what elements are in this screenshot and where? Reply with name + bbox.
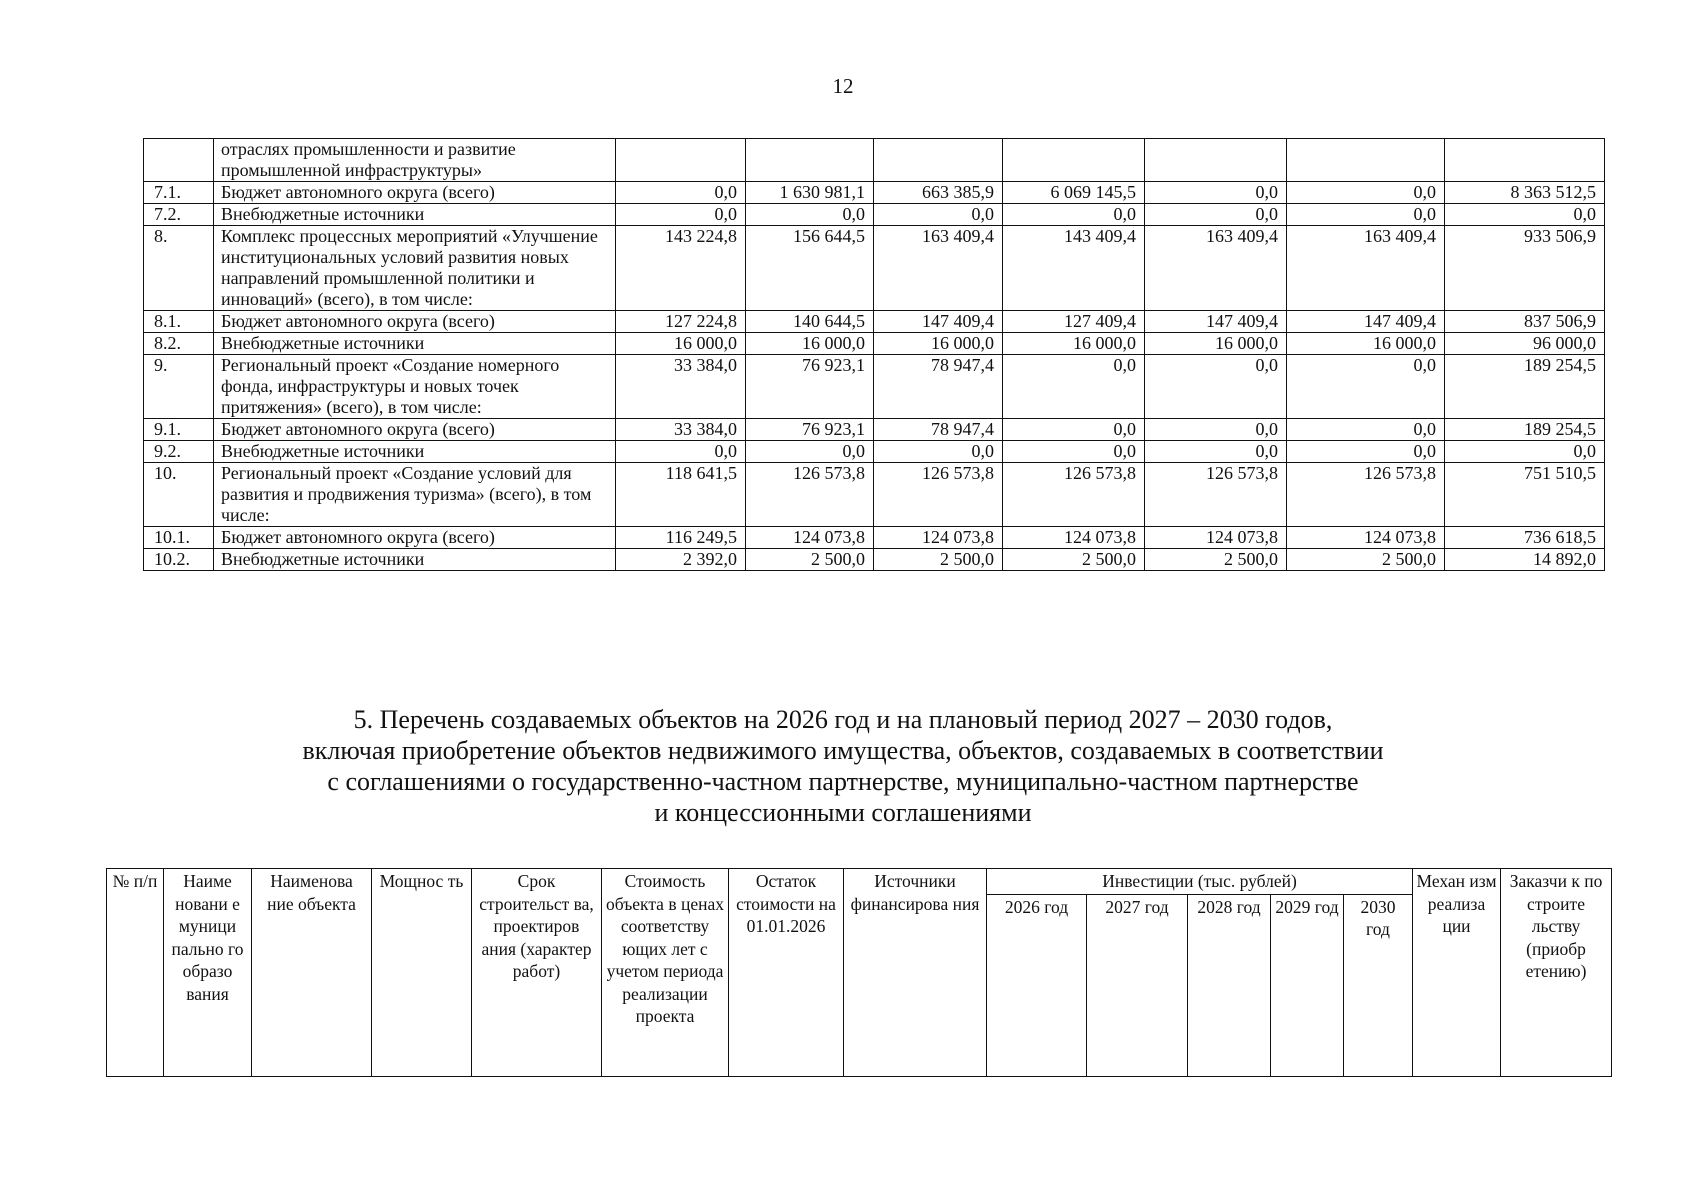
- row-code: 9.2.: [144, 441, 214, 463]
- financing-table-body: [144, 139, 1605, 571]
- row-value: 126 573,8: [1145, 463, 1287, 527]
- row-description: Комплекс процессных мероприятий «Улучшение институциональных условий развития новых направлений промышленной политики и инноваций» (всего), в том числе:: [214, 226, 616, 311]
- table-row: [144, 527, 1605, 549]
- row-value: 163 409,4: [874, 226, 1003, 311]
- row-description: Бюджет автономного округа (всего): [214, 311, 616, 333]
- row-value: 663 385,9: [874, 182, 1003, 204]
- row-code: [144, 139, 214, 182]
- row-value: 124 073,8: [874, 527, 1003, 549]
- header-year: 2026 год: [987, 894, 1087, 1077]
- row-value: 0,0: [1003, 204, 1145, 226]
- row-value: 189 254,5: [1445, 419, 1605, 441]
- row-code: 7.1.: [144, 182, 214, 204]
- row-description: Региональный проект «Создание номерного фонда, инфраструктуры и новых точек притяжения» (всего), в том числе:: [214, 355, 616, 419]
- row-value: 837 506,9: [1445, 311, 1605, 333]
- row-value: 0,0: [1445, 204, 1605, 226]
- header-object-name: Наименова ние объекта: [252, 869, 372, 1077]
- table-row: [144, 139, 1605, 182]
- objects-table: [106, 868, 1612, 1077]
- heading-line: и концессионными соглашениями: [654, 798, 1032, 827]
- row-value: 16 000,0: [874, 333, 1003, 355]
- header-cost: Стоимость объекта в ценах соответству ющих лет с учетом периода реализации проекта: [602, 869, 729, 1077]
- table-row: [144, 441, 1605, 463]
- row-value: 16 000,0: [746, 333, 874, 355]
- header-year: 2028 год: [1188, 894, 1271, 1077]
- row-value: 116 249,5: [616, 527, 746, 549]
- row-value: 0,0: [1145, 355, 1287, 419]
- header-capacity: Мощнос ть: [372, 869, 472, 1077]
- row-value: 163 409,4: [1145, 226, 1287, 311]
- row-value: 0,0: [1003, 441, 1145, 463]
- row-code: 8.: [144, 226, 214, 311]
- row-value: 124 073,8: [1145, 527, 1287, 549]
- row-value: 0,0: [746, 204, 874, 226]
- row-value: 0,0: [1145, 204, 1287, 226]
- row-value: 2 500,0: [1145, 549, 1287, 571]
- row-description: Внебюджетные источники: [214, 204, 616, 226]
- row-value: 0,0: [616, 182, 746, 204]
- row-description: Внебюджетные источники: [214, 549, 616, 571]
- row-description: Бюджет автономного округа (всего): [214, 527, 616, 549]
- header-year: 2030 год: [1344, 894, 1413, 1077]
- row-value: 0,0: [1287, 204, 1445, 226]
- row-value: 76 923,1: [746, 355, 874, 419]
- row-value: 78 947,4: [874, 355, 1003, 419]
- row-value: 124 073,8: [1287, 527, 1445, 549]
- row-value: 0,0: [874, 441, 1003, 463]
- header-remaining: Остаток стоимости на 01.01.2026: [729, 869, 844, 1077]
- page-number: 12: [832, 74, 854, 98]
- row-code: 8.2.: [144, 333, 214, 355]
- row-value: 2 392,0: [616, 549, 746, 571]
- row-value: 33 384,0: [616, 355, 746, 419]
- row-value: 0,0: [1145, 182, 1287, 204]
- header-year: 2027 год: [1087, 894, 1188, 1077]
- row-value: 16 000,0: [616, 333, 746, 355]
- row-value: 2 500,0: [1287, 549, 1445, 571]
- row-value: 140 644,5: [746, 311, 874, 333]
- row-value: 2 500,0: [874, 549, 1003, 571]
- row-value: 124 073,8: [746, 527, 874, 549]
- row-value: 76 923,1: [746, 419, 874, 441]
- row-description: Бюджет автономного округа (всего): [214, 419, 616, 441]
- row-value: 14 892,0: [1445, 549, 1605, 571]
- row-value: [1003, 139, 1145, 182]
- row-value: 2 500,0: [746, 549, 874, 571]
- row-value: 126 573,8: [1003, 463, 1145, 527]
- row-value: 0,0: [1145, 441, 1287, 463]
- row-value: 0,0: [1003, 355, 1145, 419]
- row-value: 163 409,4: [1287, 226, 1445, 311]
- row-value: 127 224,8: [616, 311, 746, 333]
- row-value: 78 947,4: [874, 419, 1003, 441]
- row-value: 0,0: [746, 441, 874, 463]
- row-value: 6 069 145,5: [1003, 182, 1145, 204]
- header-municipality: Наиме новани е муници пально го образо вания: [164, 869, 252, 1077]
- row-code: 7.2.: [144, 204, 214, 226]
- row-description: Внебюджетные источники: [214, 333, 616, 355]
- row-value: [1445, 139, 1605, 182]
- row-description: Внебюджетные источники: [214, 441, 616, 463]
- financing-table: [143, 138, 1605, 571]
- row-value: 96 000,0: [1445, 333, 1605, 355]
- row-value: 156 644,5: [746, 226, 874, 311]
- row-value: [1287, 139, 1445, 182]
- row-value: [874, 139, 1003, 182]
- row-description: Региональный проект «Создание условий для развития и продвижения туризма» (всего), в том числе:: [214, 463, 616, 527]
- row-value: 0,0: [1287, 419, 1445, 441]
- row-value: 124 073,8: [1003, 527, 1145, 549]
- heading-line: включая приобретение объектов недвижимого имущества, объектов, создаваемых в соответствии: [302, 736, 1384, 765]
- row-value: 127 409,4: [1003, 311, 1145, 333]
- row-value: 0,0: [1287, 182, 1445, 204]
- row-value: 0,0: [1287, 441, 1445, 463]
- row-value: 147 409,4: [1145, 311, 1287, 333]
- header-year: 2029 год: [1271, 894, 1344, 1077]
- row-value: 126 573,8: [1287, 463, 1445, 527]
- row-value: 2 500,0: [1003, 549, 1145, 571]
- row-code: 10.1.: [144, 527, 214, 549]
- row-value: 189 254,5: [1445, 355, 1605, 419]
- table-row: [144, 311, 1605, 333]
- row-description: отраслях промышленности и развитие промышленной инфраструктуры»: [214, 139, 616, 182]
- row-value: 1 630 981,1: [746, 182, 874, 204]
- row-value: 0,0: [1287, 355, 1445, 419]
- table-row: [144, 549, 1605, 571]
- header-mechanism: Механ изм реализа ции: [1413, 869, 1501, 1077]
- row-value: [1145, 139, 1287, 182]
- table-row: [144, 463, 1605, 527]
- row-value: 0,0: [1445, 441, 1605, 463]
- row-value: 126 573,8: [746, 463, 874, 527]
- row-value: 736 618,5: [1445, 527, 1605, 549]
- header-investments: Инвестиции (тыс. рублей): [987, 869, 1413, 895]
- row-value: 16 000,0: [1003, 333, 1145, 355]
- row-value: 0,0: [1003, 419, 1145, 441]
- heading-line: с соглашениями о государственно-частном партнерстве, муниципально-частном партнерстве: [327, 767, 1359, 796]
- table-row: [144, 226, 1605, 311]
- row-code: 9.1.: [144, 419, 214, 441]
- table-row: [144, 204, 1605, 226]
- row-value: 0,0: [1145, 419, 1287, 441]
- table-row: [144, 333, 1605, 355]
- row-value: 118 641,5: [616, 463, 746, 527]
- row-value: [616, 139, 746, 182]
- header-num: № п/п: [107, 869, 164, 1077]
- table-row: [144, 182, 1605, 204]
- row-value: 0,0: [616, 204, 746, 226]
- row-value: 126 573,8: [874, 463, 1003, 527]
- row-value: 8 363 512,5: [1445, 182, 1605, 204]
- row-description: Бюджет автономного округа (всего): [214, 182, 616, 204]
- row-code: 10.2.: [144, 549, 214, 571]
- row-value: 33 384,0: [616, 419, 746, 441]
- row-value: 16 000,0: [1287, 333, 1445, 355]
- row-code: 10.: [144, 463, 214, 527]
- section-5-heading: [0, 704, 1686, 828]
- row-value: 16 000,0: [1145, 333, 1287, 355]
- row-value: [746, 139, 874, 182]
- row-value: 147 409,4: [1287, 311, 1445, 333]
- row-value: 143 409,4: [1003, 226, 1145, 311]
- row-value: 933 506,9: [1445, 226, 1605, 311]
- header-term: Срок строительст ва, проектиров ания (характер работ): [472, 869, 602, 1077]
- row-code: 9.: [144, 355, 214, 419]
- table-row: [144, 419, 1605, 441]
- row-value: 0,0: [874, 204, 1003, 226]
- table-row: [144, 355, 1605, 419]
- row-code: 8.1.: [144, 311, 214, 333]
- heading-line: 5. Перечень создаваемых объектов на 2026 год и на плановый период 2027 – 2030 годов,: [353, 705, 1333, 734]
- header-sources: Источники финансирова ния: [844, 869, 987, 1077]
- row-value: 147 409,4: [874, 311, 1003, 333]
- row-value: 143 224,8: [616, 226, 746, 311]
- row-value: 0,0: [616, 441, 746, 463]
- header-customer: Заказчи к по строите льству (приобр етению): [1501, 869, 1612, 1077]
- row-value: 751 510,5: [1445, 463, 1605, 527]
